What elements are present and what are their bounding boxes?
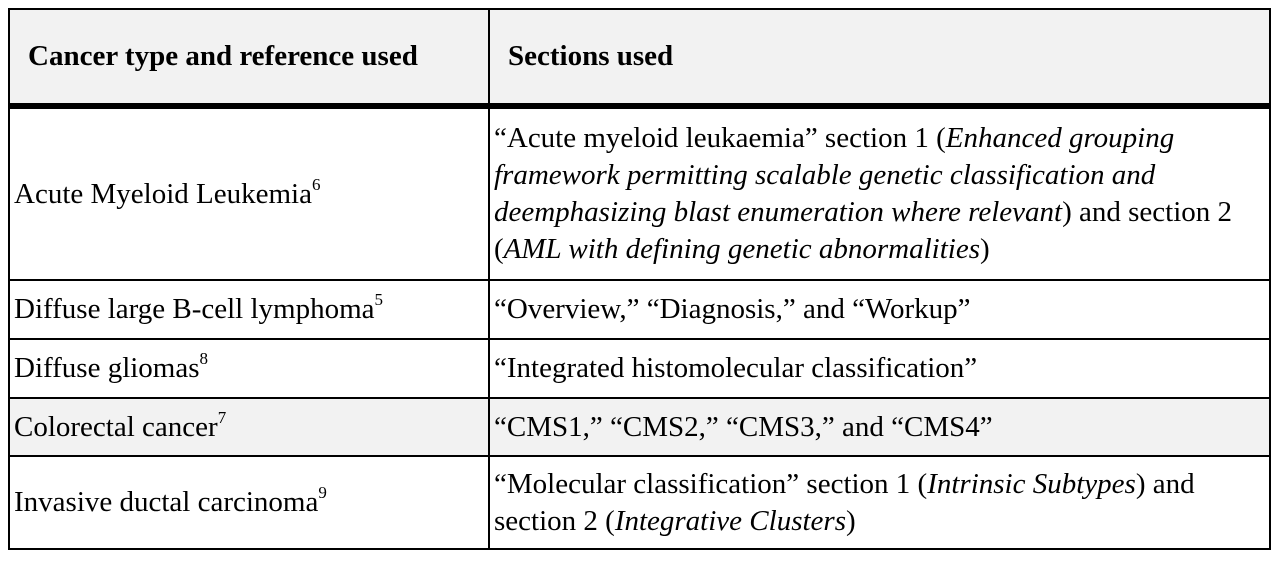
reference-number: 8: [199, 349, 209, 369]
sections-text: ): [845, 504, 856, 537]
reference-number: 7: [217, 407, 227, 427]
reference-number: 6: [311, 174, 321, 194]
cancer-type-name: Invasive ductal carcinoma: [14, 486, 319, 518]
sections-cell: [489, 106, 1270, 280]
table-row: [9, 339, 1270, 398]
sections-text: “CMS1,” “CMS2,” “CMS3,” and “CMS4”: [494, 410, 993, 443]
sections-cell: [489, 398, 1270, 456]
table-row: [9, 456, 1270, 549]
sections-text: ) and section 2 (: [494, 467, 1195, 537]
table-row: [9, 280, 1270, 339]
cancer-type-name: Diffuse large B-cell lymphoma: [14, 293, 375, 325]
cancer-type-cell: [9, 339, 489, 398]
sections-text: “Integrated histomolecular classification”: [494, 352, 978, 384]
reference-number: 9: [318, 483, 327, 503]
header-sections-used: Sections used: [489, 9, 1270, 106]
sections-text: “Acute myeloid leukaemia” section 1 (: [494, 122, 946, 154]
sections-text: “Molecular classification” section 1 (: [494, 467, 928, 500]
sections-text: ): [980, 233, 990, 265]
sections-text: “Overview,” “Diagnosis,” and “Workup”: [494, 293, 971, 325]
cancer-type-name: Acute Myeloid Leukemia: [14, 177, 312, 210]
sections-italic-text: Intrinsic Subtypes: [927, 467, 1136, 500]
header-cancer-type: Cancer type and reference used: [9, 9, 489, 106]
cancer-type-name: Diffuse gliomas: [14, 352, 200, 384]
sections-cell: [489, 339, 1270, 398]
sections-text: ) and section 2 (: [494, 196, 1233, 265]
sections-italic-text: AML with defining genetic abnormalities: [503, 233, 980, 265]
cancer-type-cell: [9, 106, 489, 280]
sections-cell: [489, 456, 1270, 549]
cancer-type-cell: [9, 280, 489, 339]
cancer-type-cell: [9, 398, 489, 456]
table-row: [9, 398, 1270, 456]
cancer-type-name: Colorectal cancer: [14, 410, 218, 443]
sections-italic-text: Enhanced grouping framework permitting scalable genetic classification and deemphasizing blast enumeration where relevant: [494, 122, 1175, 228]
cancer-sections-table: [8, 8, 1271, 550]
sections-cell: [489, 280, 1270, 339]
sections-italic-text: Integrative Clusters: [614, 504, 846, 537]
reference-number: 5: [374, 290, 384, 310]
table-header-row: [9, 9, 1270, 106]
cancer-type-cell: [9, 456, 489, 549]
table-row: [9, 106, 1270, 280]
